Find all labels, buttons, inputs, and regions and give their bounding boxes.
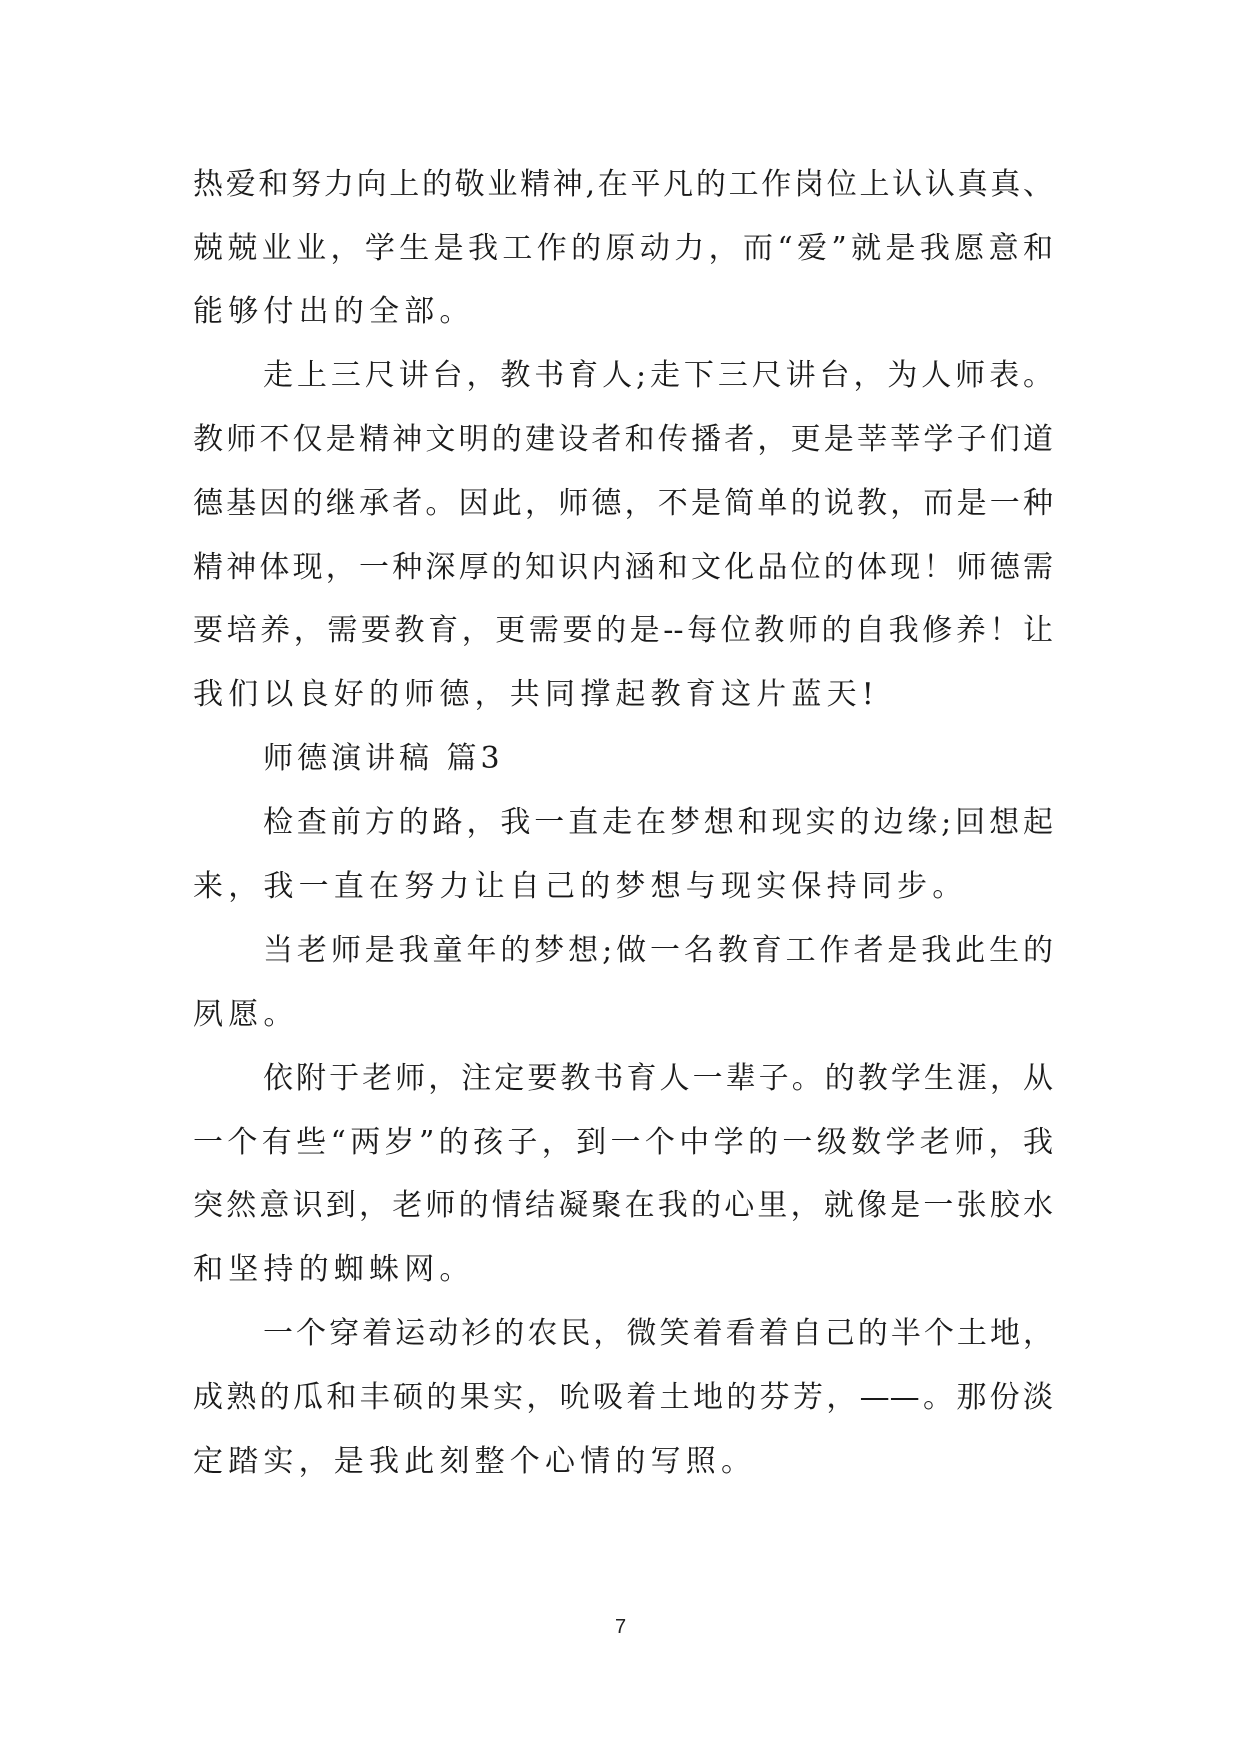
text-line: 要培养，需要教育，更需要的是--每位教师的自我修养！让: [193, 613, 1053, 648]
text-line: 精神体现，一种深厚的知识内涵和文化品位的体现！师德需: [193, 550, 1053, 585]
text-line: 热爱和努力向上的敬业精神,在平凡的工作岗位上认认真真、: [193, 167, 1053, 202]
text-line: 和坚持的蜘蛛网。: [193, 1252, 475, 1287]
section-heading: 师德演讲稿 篇3: [263, 741, 504, 776]
paragraph-first-line: 依附于老师，注定要教书育人一辈子。的教学生涯，从: [263, 1061, 1053, 1096]
text-line: 一个有些“两岁”的孩子，到一个中学的一级数学老师，我: [193, 1125, 1053, 1160]
text-line: 教师不仅是精神文明的建设者和传播者，更是莘莘学子们道: [193, 422, 1053, 457]
paragraph-first-line: 检查前方的路，我一直走在梦想和现实的边缘;回想起: [263, 805, 1053, 840]
page-number: 7: [614, 1616, 627, 1638]
text-line: 成熟的瓜和丰硕的果实，吮吸着土地的芬芳，——。那份淡: [193, 1380, 1053, 1415]
text-line: 突然意识到，老师的情结凝聚在我的心里，就像是一张胶水: [193, 1188, 1053, 1223]
paragraph-first-line: 走上三尺讲台，教书育人;走下三尺讲台，为人师表。: [263, 358, 1053, 393]
paragraph-first-line: 一个穿着运动衫的农民，微笑着看着自己的半个土地，: [263, 1316, 1053, 1351]
text-line: 定踏实，是我此刻整个心情的写照。: [193, 1444, 757, 1479]
paragraph-first-line: 当老师是我童年的梦想;做一名教育工作者是我此生的: [263, 933, 1053, 968]
text-line: 能够付出的全部。: [193, 294, 475, 329]
text-line: 德基因的继承者。因此，师德，不是简单的说教，而是一种: [193, 486, 1053, 521]
text-line: 兢兢业业，学生是我工作的原动力，而“爱”就是我愿意和: [193, 231, 1053, 266]
text-line: 来，我一直在努力让自己的梦想与现实保持同步。: [193, 869, 968, 904]
text-line: 我们以良好的师德，共同撑起教育这片蓝天!: [193, 677, 880, 712]
text-line: 夙愿。: [193, 997, 299, 1032]
